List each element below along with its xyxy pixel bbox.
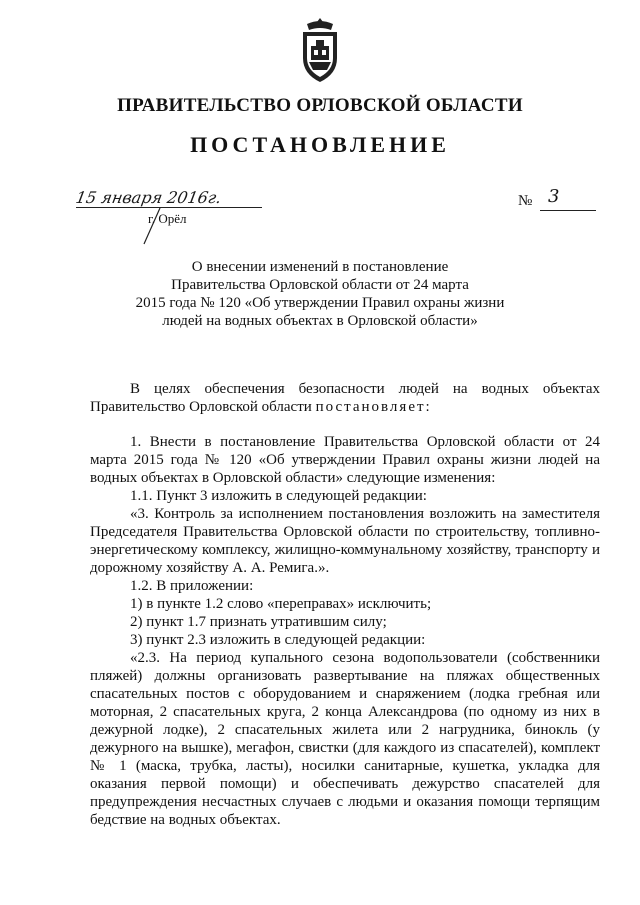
preamble-text: В целях обеспечения безопасности людей на водных объектах Правительство Орловской области <box>90 381 600 415</box>
decree-body <box>90 433 600 829</box>
subject-line: 2015 года № 120 «Об утверждении Правил охраны жизни <box>135 295 505 311</box>
document-type-title: ПОСТАНОВЛЕНИЕ <box>190 132 450 157</box>
subitem-1: 1) в пункте 1.2 слово «переправах» исключить; <box>130 596 432 612</box>
item-1-1-text: «3. Контроль за исполнением постановления возложить на заместителя Председателя Правительства Орловской области по строительству, топливно-энергетическому комплексу, жилищно-коммунальному хозяйству, транспорту и дорожному хозяйству А. А. Ремига.». <box>90 506 600 576</box>
subitem-3: 3) пункт 2.3 изложить в следующей редакции: <box>130 632 426 648</box>
subject-line: О внесении изменений в постановление <box>191 259 449 275</box>
number-underline <box>540 210 596 211</box>
coat-of-arms-icon <box>297 16 343 84</box>
city-label: г. Орёл <box>148 211 187 226</box>
item-2-3-text: «2.3. На период купального сезона водопользователи (собственники пляжей) должны организовать развертывание на пляжах общественных спасательных постов с оборудованием и снаряжением (лодка гребная или моторная, 2 спасательных круга, 2 конца Александрова (по одному из них в дежурной лодке), 2 спасательных жилета или 2 нагрудника, бинокль (у дежурного на вышке), мегафон, свистки (для каждого из спасателей), комплект № 1 (маска, трубка, ласты), носилки санитарные, кушетка, укладка для оказания первой помощи) и обеспечивать дежурство спасателей для предупреждения несчастных случаев с людьми и оказания помощи терпящим бедствие на водных объектах. <box>90 650 600 828</box>
number-label: № <box>518 193 533 209</box>
preamble-paragraph <box>90 380 600 416</box>
subject-line: Правительства Орловской области от 24 марта <box>171 277 469 293</box>
handwritten-number: 3 <box>548 186 560 207</box>
item-1-1: 1.1. Пункт 3 изложить в следующей редакции: <box>130 488 427 504</box>
handwritten-date: 15 января 2016г. <box>74 188 223 207</box>
decree-subject <box>120 258 520 330</box>
subitem-2: 2) пункт 1.7 признать утратившим силу; <box>130 614 387 630</box>
item-1-2: 1.2. В приложении: <box>130 578 254 594</box>
government-title: ПРАВИТЕЛЬСТВО ОРЛОВСКОЙ ОБЛАСТИ <box>117 95 523 116</box>
date-underline <box>76 207 262 208</box>
item-1: 1. Внести в постановление Правительства Орловской области от 24 марта 2015 года № 120 «Об утверждении Правил охраны жизни людей на водных объектах в Орловской области» следующие изменения: <box>90 434 600 486</box>
subject-line: людей на водных объектах в Орловской области» <box>162 313 478 329</box>
preamble-verb: постановляет: <box>315 399 432 415</box>
